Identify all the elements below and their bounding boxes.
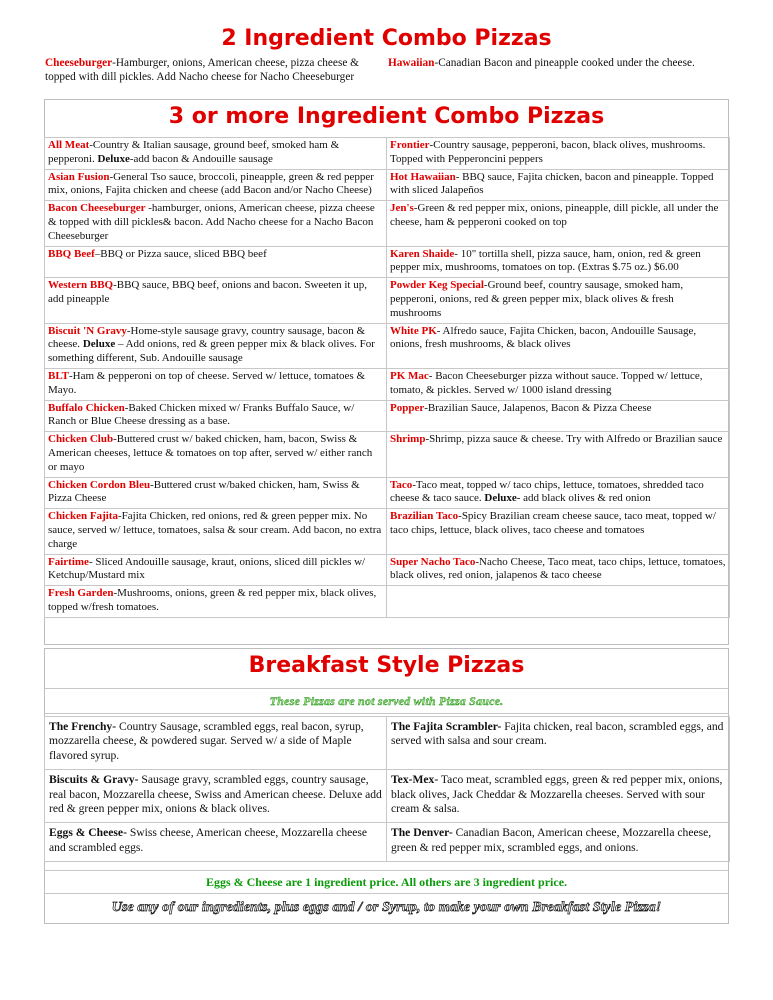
item-name: Karen Shaide [390, 247, 455, 260]
item-desc: -Buttered crust w/baked chicken, ham, Swiss & Pizza Cheese [48, 478, 360, 505]
table-row [45, 138, 730, 170]
item-name: Super Nacho Taco [390, 555, 476, 568]
item-name: Eggs & Cheese- [49, 826, 127, 840]
menu-item [45, 368, 387, 400]
item-deluxe-desc: – Add onions, red & green pepper mix & black olives. For something different, Sub. Andouille sausage [48, 338, 375, 365]
item-name: Fresh Garden [48, 587, 114, 600]
item-desc: -Ground beef, country sausage, smoked ham, pepperoni, onions, red & green pepper mix, black olives & fresh mushrooms [390, 279, 684, 319]
item-name: Asian Fusion [48, 170, 110, 183]
item-desc: - Bacon Cheeseburger pizza without sauce. Topped w/ lettuce, tomato, & pickles. Served w/ 1000 island dressing [390, 369, 703, 396]
breakfast-table [44, 716, 730, 862]
item-name: Powder Keg Special [390, 279, 484, 292]
item-deluxe-desc: - add black olives & red onion [516, 492, 651, 505]
item-name: The Fajita Scrambler- [391, 720, 502, 733]
table-row [45, 323, 730, 368]
breakfast-note: These Pizzas are not served with Pizza Sauce. [45, 688, 728, 714]
item-name: Hot Hawaiian [390, 170, 456, 183]
item-desc: -Country sausage, pepperoni, bacon, black olives, mushrooms. Topped with Pepperoncini peppers [390, 139, 706, 165]
item-desc: Canadian Bacon, American cheese, Mozzarella cheese, green & red pepper mix, scrambled eggs, and onions. [391, 826, 712, 854]
table-row [45, 770, 730, 823]
menu-item [387, 770, 730, 823]
breakfast-tip: Use any of our ingredients, plus eggs and / or Syrup, to make your own Breakfast Style Pizza! [111, 900, 662, 915]
breakfast-price-note: Eggs & Cheese are 1 ingredient price. All others are 3 ingredient price. [45, 870, 728, 894]
menu-item [387, 400, 730, 432]
menu-item [45, 323, 387, 368]
table-row [45, 278, 730, 323]
item-desc: -Nacho Cheese, Taco meat, taco chips, lettuce, tomatoes, black olives, red onion, jalapenos & taco cheese [390, 555, 726, 582]
table-row [45, 823, 730, 862]
item-desc: -Taco meat, topped w/ taco chips, lettuce, tomatoes, shredded taco cheese & taco sauce. [390, 478, 704, 505]
combo2-item-cheeseburger [45, 56, 383, 84]
item-deluxe-label: Deluxe [82, 338, 116, 351]
table-row [45, 432, 730, 477]
item-desc: -Brazilian Sauce, Jalapenos, Bacon & Pizza Cheese [424, 401, 652, 414]
combo3-table [44, 137, 730, 618]
item-desc: -Hamburger, onions, American cheese, pizza cheese & topped with dill pickles. Add Nacho cheese for Nacho Cheeseburger [45, 57, 359, 83]
menu-item [387, 138, 730, 170]
item-desc: -BBQ sauce, BBQ beef, onions and bacon. Sweeten it up, add pineapple [48, 279, 367, 305]
item-desc: Fajita chicken, real bacon, scrambled eggs, and served with salsa and sour cream. [391, 720, 724, 748]
table-row [45, 586, 730, 618]
item-name: BBQ Beef [48, 247, 95, 260]
item-desc: -Mushrooms, onions, green & red pepper mix, black olives, topped w/fresh tomatoes. [48, 587, 377, 613]
table-row [45, 246, 730, 278]
item-name: Taco [390, 478, 413, 491]
item-name: Hawaiian [388, 57, 435, 69]
combo3-title: 3 or more Ingredient Combo Pizzas [168, 104, 605, 129]
item-desc: Country Sausage, scrambled eggs, real bacon, syrup, mozzarella cheese, & powdered sugar. Served w/ a side of Maple flavored syrup. [49, 720, 364, 762]
item-name: All Meat [48, 139, 90, 151]
menu-item [387, 368, 730, 400]
item-desc: -General Tso sauce, broccoli, pineapple, green & red pepper mix, onions, Fajita chicken and cheese (add Bacon and/or Nacho Cheese) [48, 170, 374, 197]
item-desc: Sausage gravy, scrambled eggs, country sausage, real bacon, Mozzarella cheese, Swiss and American cheese. Deluxe add red & green pepper mix, onions & black olives. [49, 773, 382, 816]
item-desc: -Fajita Chicken, red onions, red & green pepper mix. No sauce, served w/ lettuce, tomatoes, salsa & sour cream. Add bacon, no extra charge [48, 510, 382, 550]
item-name: Popper [390, 401, 425, 414]
item-name: PK Mac [390, 369, 429, 382]
menu-item [45, 400, 387, 432]
item-desc: - Sliced Andouille sausage, kraut, onions, sliced dill pickles w/ Ketchup/Mustard mix [48, 555, 366, 582]
item-name: Tex-Mex- [391, 773, 439, 787]
item-desc: Swiss cheese, American cheese, Mozzarella cheese and scrambled eggs. [49, 826, 368, 854]
item-desc: -Canadian Bacon and pineapple cooked under the cheese. [434, 57, 695, 69]
menu-item [387, 432, 730, 477]
menu-item [387, 246, 730, 278]
item-name: Biscuits & Gravy- [49, 773, 139, 787]
menu-item [45, 586, 387, 618]
item-desc: -Baked Chicken mixed w/ Franks Buffalo Sauce, w/ Ranch or Blue Cheese dressing as a base. [48, 401, 355, 428]
menu-item [387, 278, 730, 323]
item-name: Cheeseburger [45, 57, 113, 69]
item-deluxe-desc: -add bacon & Andouille sausage [129, 152, 273, 165]
table-row [45, 368, 730, 400]
item-name: The Frenchy- [49, 720, 117, 733]
item-name: Frontier [390, 139, 430, 151]
menu-item [45, 432, 387, 477]
item-deluxe-label: Deluxe [484, 492, 517, 505]
menu-item [45, 477, 387, 509]
table-row [45, 509, 730, 554]
menu-item [387, 477, 730, 509]
menu-item [387, 554, 730, 586]
item-desc: - 10" tortilla shell, pizza sauce, ham, onion, red & green pepper mix, mushrooms, tomatoes on top. (Extras $.75 oz.) $6.00 [390, 247, 701, 274]
item-desc: -hamburger, onions, American cheese, pizza cheese & topped with dill pickles& bacon. Add Nacho cheese for a Nacho Bacon Cheeseburger [48, 202, 375, 242]
item-name: Buffalo Chicken [48, 401, 125, 414]
item-name: Chicken Club [48, 433, 114, 446]
item-desc: - Alfredo sauce, Fajita Chicken, bacon, Andouille Sausage, onions, fresh mushrooms, & black olives [390, 324, 697, 351]
menu-item [45, 138, 387, 170]
menu-item [45, 717, 387, 770]
menu-item [387, 201, 730, 246]
item-name: Western BBQ [48, 279, 114, 292]
menu-item [45, 169, 387, 201]
item-deluxe-label: Deluxe [97, 152, 130, 165]
table-row [45, 201, 730, 246]
item-desc: –BBQ or Pizza sauce, sliced BBQ beef [94, 247, 267, 260]
item-name: BLT [48, 369, 70, 382]
item-name: Chicken Fajita [48, 510, 118, 523]
menu-item [387, 169, 730, 201]
item-name: Fairtime [48, 555, 89, 568]
table-row [45, 169, 730, 201]
combo2-title: 2 Ingredient Combo Pizzas [221, 26, 552, 51]
menu-item [387, 717, 730, 770]
menu-item [387, 823, 730, 862]
menu-item [45, 554, 387, 586]
item-desc: -Buttered crust w/ baked chicken, ham, bacon, Swiss & American cheeses, lettuce & tomatoes on top after, served w/ either ranch or mayo [48, 433, 373, 473]
menu-item [387, 586, 730, 618]
item-desc: -Shrimp, pizza sauce & cheese. Try with Alfredo or Brazilian sauce [425, 433, 723, 446]
item-desc: -Home-style sausage gravy, country sausage, bacon & cheese. [48, 324, 365, 351]
item-desc: -Spicy Brazilian cream cheese sauce, taco meat, topped w/ taco chips, lettuce, black olives, taco cheese and tomatoes [390, 510, 716, 536]
breakfast-title: Breakfast Style Pizzas [248, 653, 525, 678]
item-desc: - BBQ sauce, Fajita chicken, bacon and pineapple. Topped with sliced Jalapeños [390, 170, 714, 197]
item-name: Shrimp [390, 433, 426, 446]
table-row [45, 717, 730, 770]
item-name: Jen's [390, 202, 414, 215]
item-name: Bacon Cheeseburger [48, 202, 146, 215]
menu-item [45, 201, 387, 246]
menu-item [45, 278, 387, 323]
menu-item [387, 509, 730, 554]
menu-item [45, 509, 387, 554]
item-desc: -Country & Italian sausage, ground beef, smoked ham & pepperoni. [48, 139, 340, 165]
item-name: Brazilian Taco [390, 510, 459, 523]
menu-item [387, 323, 730, 368]
item-name: Chicken Cordon Bleu [48, 478, 151, 491]
menu-item [45, 823, 387, 862]
item-desc: -Green & red pepper mix, onions, pineapple, dill pickle, all under the cheese, ham & pepperoni cooked on top [390, 202, 719, 228]
table-row [45, 554, 730, 586]
item-desc: Taco meat, scrambled eggs, green & red pepper mix, onions, black olives, Jack Cheddar & Mozzarella cheeses. Served with sour cream & salsa. [391, 773, 723, 816]
table-row [45, 400, 730, 432]
item-name: White PK [390, 324, 437, 337]
table-row [45, 477, 730, 509]
item-desc: -Ham & pepperoni on top of cheese. Served w/ lettuce, tomatoes & Mayo. [48, 369, 366, 396]
menu-item [45, 770, 387, 823]
combo2-item-hawaiian [388, 56, 728, 70]
item-name: The Denver- [391, 826, 453, 840]
item-name: Biscuit 'N Gravy [48, 324, 127, 337]
menu-item [45, 246, 387, 278]
